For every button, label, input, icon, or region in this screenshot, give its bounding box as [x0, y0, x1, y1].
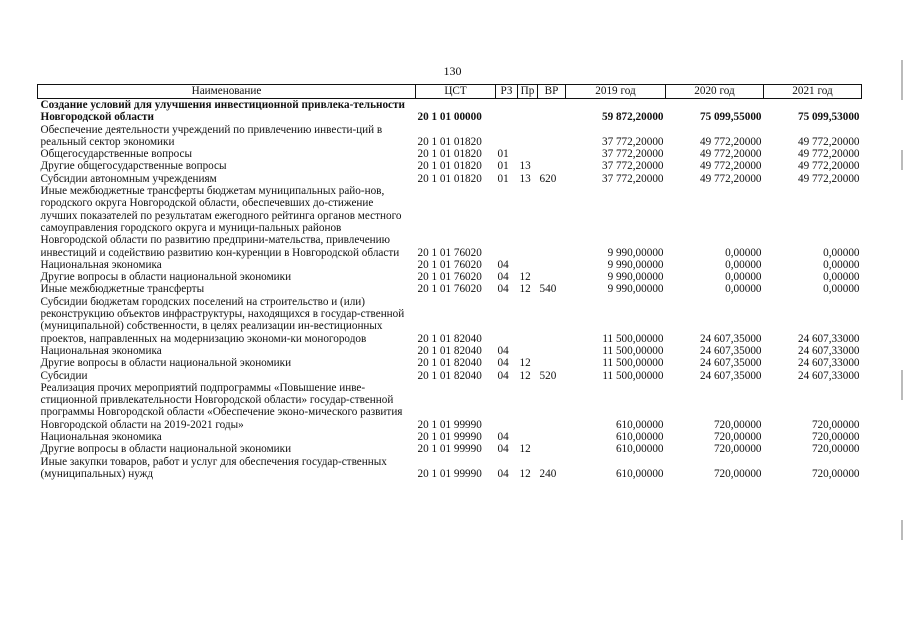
- cell-pr: 12: [519, 271, 531, 284]
- cell-vr: [538, 271, 566, 283]
- cell-name: Обеспечение деятельности учреждений по привлечению инвести-ций в реальный сектор экономики: [40, 123, 383, 148]
- cell-cst: 20 1 01 82040: [417, 369, 482, 382]
- cell-vr: 620: [539, 172, 557, 185]
- cell-y2020: 24 607,35000: [699, 357, 762, 370]
- cell-y2020: 49 772,20000: [699, 135, 762, 148]
- table-row: [38, 296, 862, 345]
- cell-y2021: 24 607,33000: [797, 344, 860, 357]
- cell-pr: 13: [519, 172, 531, 185]
- cell-y2021: 49 772,20000: [797, 148, 860, 161]
- cell-cst: 20 1 01 82040: [417, 357, 482, 370]
- cell-y2020: 49 772,20000: [699, 148, 762, 161]
- cell-pr: [518, 345, 538, 357]
- cell-rz: 04: [497, 357, 509, 370]
- scan-edge-mark: [901, 370, 903, 400]
- cell-rz: 04: [497, 431, 509, 444]
- header-vr: ВР: [538, 85, 566, 99]
- cell-cst: 20 1 01 00000: [417, 111, 482, 124]
- scan-edge-mark: [901, 60, 903, 100]
- cell-pr: [518, 99, 538, 124]
- cell-y2019: 37 772,20000: [601, 135, 664, 148]
- cell-cst: 20 1 01 82040: [417, 332, 482, 345]
- cell-vr: [538, 259, 566, 271]
- cell-name: Другие вопросы в области национальной экономики: [40, 443, 292, 456]
- cell-rz: [496, 124, 518, 149]
- cell-vr: [538, 124, 566, 149]
- cell-pr: 12: [519, 369, 531, 382]
- cell-y2019: 11 500,00000: [602, 357, 664, 370]
- cell-name: Иные межбюджетные трансферты: [40, 283, 205, 296]
- cell-vr: [538, 296, 566, 345]
- cell-cst: 20 1 01 76020: [417, 258, 482, 271]
- cell-cst: 20 1 01 01820: [417, 160, 482, 173]
- cell-pr: 13: [519, 160, 531, 173]
- cell-pr: 12: [519, 357, 531, 370]
- cell-vr: [538, 382, 566, 431]
- cell-name: Реализация прочих мероприятий подпрограммы «Повышение инве-стиционной привлекательности Новгородской области» государ-ственной программы Новгородской области «Обеспечение эконо-мического развития Новгородской области на 2019-2021 годы»: [40, 381, 403, 431]
- cell-pr: [518, 259, 538, 271]
- cell-name: Общегосударственные вопросы: [40, 148, 193, 161]
- table-row: [38, 456, 862, 481]
- cell-name: Субсидии бюджетам городских поселений на строительство и (или) реконструкцию объектов инфраструктуры, находящихся в государ-ственной (муниципальной) собственности, в целях реализации ин-вестиционных проектов, направленных на модернизацию экономи-ки моногородов: [40, 295, 405, 345]
- cell-rz: 01: [497, 172, 509, 185]
- table-row: [38, 345, 862, 357]
- cell-rz: [496, 296, 518, 345]
- header-rz: РЗ: [496, 85, 518, 99]
- cell-rz: 04: [497, 443, 509, 456]
- cell-cst: 20 1 01 82040: [417, 344, 482, 357]
- cell-pr: 12: [519, 443, 531, 456]
- cell-y2019: 9 990,00000: [607, 258, 664, 271]
- cell-rz: 04: [497, 344, 509, 357]
- cell-rz: [496, 382, 518, 431]
- cell-pr: [518, 431, 538, 443]
- cell-y2020: 720,00000: [713, 467, 762, 480]
- cell-rz: 04: [497, 467, 509, 480]
- cell-pr: [518, 185, 538, 259]
- cell-y2019: 9 990,00000: [607, 246, 664, 259]
- cell-cst: 20 1 01 76020: [417, 271, 482, 284]
- header-2020: 2020 год: [666, 85, 764, 99]
- table-row: [38, 99, 862, 124]
- cell-vr: [538, 160, 566, 172]
- cell-rz: [496, 185, 518, 259]
- cell-y2021: 49 772,20000: [797, 172, 860, 185]
- cell-y2019: 9 990,00000: [607, 271, 664, 284]
- cell-cst: 20 1 01 76020: [417, 246, 482, 259]
- cell-rz: 01: [497, 160, 509, 173]
- cell-vr: 520: [539, 369, 557, 382]
- header-2019: 2019 год: [566, 85, 666, 99]
- cell-y2019: 37 772,20000: [601, 172, 664, 185]
- cell-name: Субсидии автономным учреждениям: [40, 172, 217, 185]
- cell-name: Национальная экономика: [40, 258, 162, 271]
- cell-y2020: 0,00000: [725, 258, 762, 271]
- cell-y2020: 0,00000: [725, 246, 762, 259]
- cell-y2020: 720,00000: [713, 431, 762, 444]
- cell-y2021: 49 772,20000: [797, 160, 860, 173]
- cell-y2019: 610,00000: [615, 418, 664, 431]
- cell-y2019: 610,00000: [615, 431, 664, 444]
- cell-y2021: 24 607,33000: [797, 357, 860, 370]
- cell-pr: [518, 382, 538, 431]
- cell-y2020: 0,00000: [725, 283, 762, 296]
- cell-y2021: 720,00000: [811, 431, 860, 444]
- cell-vr: [538, 99, 566, 124]
- cell-name: Иные закупки товаров, работ и услуг для обеспечения государ-ственных (муниципальных) нужд: [40, 455, 387, 480]
- table-row: [38, 259, 862, 271]
- cell-y2021: 0,00000: [823, 246, 860, 259]
- cell-y2020: 75 099,55000: [699, 111, 762, 124]
- table-row: [38, 271, 862, 283]
- cell-y2020: 720,00000: [713, 443, 762, 456]
- table-row: [38, 382, 862, 431]
- cell-rz: 04: [497, 369, 509, 382]
- scan-edge-mark: [901, 150, 903, 170]
- cell-pr: [518, 124, 538, 149]
- table-row: [38, 124, 862, 149]
- table-row: [38, 357, 862, 369]
- cell-name: Иные межбюджетные трансферты бюджетам муниципальных райо-нов, городского округа Новгородской области, обеспечевших до-стижение лучших показателей по результатам ежегодного рейтинга органов местного самоуправления городского округа и муници-пальных районов Новгородской области по развитию предприни-мательства, привлечению инвестиций и содействию развитию кон-куренции в Новгородской области: [40, 185, 402, 259]
- cell-name: Другие вопросы в области национальной экономики: [40, 271, 292, 284]
- cell-cst: 20 1 01 99990: [417, 431, 482, 444]
- cell-rz: [496, 99, 518, 124]
- table-row: [38, 173, 862, 185]
- cell-cst: 20 1 01 01820: [417, 135, 482, 148]
- cell-y2020: 24 607,35000: [699, 344, 762, 357]
- cell-y2019: 610,00000: [615, 443, 664, 456]
- cell-y2021: 0,00000: [823, 271, 860, 284]
- table-row: [38, 431, 862, 443]
- cell-y2020: 49 772,20000: [699, 160, 762, 173]
- cell-name: Другие общегосударственные вопросы: [40, 160, 227, 173]
- cell-vr: 540: [539, 283, 557, 296]
- cell-name: Создание условий для улучшения инвестиционной привлека-тельности Новгородской области: [40, 99, 405, 124]
- cell-y2019: 59 872,20000: [601, 111, 664, 124]
- cell-rz: 04: [497, 283, 509, 296]
- cell-y2020: 0,00000: [725, 271, 762, 284]
- header-cst: ЦСТ: [416, 85, 496, 99]
- header-2021: 2021 год: [764, 85, 862, 99]
- table-row: [38, 160, 862, 172]
- cell-y2021: 0,00000: [823, 283, 860, 296]
- table-header-row: [38, 85, 862, 99]
- cell-y2019: 37 772,20000: [601, 148, 664, 161]
- header-pr: Пр: [518, 85, 538, 99]
- cell-vr: [538, 148, 566, 160]
- cell-pr: 12: [519, 283, 531, 296]
- cell-y2021: 0,00000: [823, 258, 860, 271]
- cell-y2020: 49 772,20000: [699, 172, 762, 185]
- cell-y2021: 24 607,33000: [797, 332, 860, 345]
- cell-y2019: 610,00000: [615, 467, 664, 480]
- cell-cst: 20 1 01 01820: [417, 148, 482, 161]
- cell-cst: 20 1 01 76020: [417, 283, 482, 296]
- budget-table: [37, 84, 862, 480]
- cell-name: Национальная экономика: [40, 344, 162, 357]
- page-number: 130: [443, 64, 462, 78]
- cell-y2019: 9 990,00000: [607, 283, 664, 296]
- cell-y2019: 37 772,20000: [601, 160, 664, 173]
- cell-vr: [538, 185, 566, 259]
- cell-y2021: 24 607,33000: [797, 369, 860, 382]
- cell-vr: [538, 443, 566, 455]
- cell-pr: 12: [519, 467, 531, 480]
- cell-pr: [518, 296, 538, 345]
- cell-rz: 04: [497, 258, 509, 271]
- cell-pr: [518, 148, 538, 160]
- cell-y2021: 49 772,20000: [797, 135, 860, 148]
- cell-y2020: 24 607,35000: [699, 332, 762, 345]
- cell-y2021: 720,00000: [811, 467, 860, 480]
- cell-vr: [538, 357, 566, 369]
- cell-cst: 20 1 01 99990: [417, 443, 482, 456]
- cell-y2020: 24 607,35000: [699, 369, 762, 382]
- cell-cst: 20 1 01 01820: [417, 172, 482, 185]
- cell-name: Другие вопросы в области национальной экономики: [40, 357, 292, 370]
- scan-edge-mark: [901, 520, 903, 540]
- cell-y2021: 720,00000: [811, 418, 860, 431]
- cell-vr: [538, 345, 566, 357]
- table-row: [38, 185, 862, 259]
- cell-y2019: 11 500,00000: [602, 369, 664, 382]
- cell-name: Национальная экономика: [40, 431, 162, 444]
- cell-rz: 01: [497, 148, 509, 161]
- cell-y2019: 11 500,00000: [602, 332, 664, 345]
- cell-cst: 20 1 01 99990: [417, 418, 482, 431]
- table-row: [38, 370, 862, 382]
- cell-cst: 20 1 01 99990: [417, 467, 482, 480]
- cell-y2020: 720,00000: [713, 418, 762, 431]
- table-row: [38, 148, 862, 160]
- cell-y2021: 720,00000: [811, 443, 860, 456]
- table-row: [38, 443, 862, 455]
- cell-vr: [538, 431, 566, 443]
- header-name: Наименование: [38, 85, 416, 99]
- cell-rz: 04: [497, 271, 509, 284]
- cell-vr: 240: [539, 467, 557, 480]
- cell-name: Субсидии: [40, 369, 88, 382]
- cell-y2021: 75 099,53000: [797, 111, 860, 124]
- table-row: [38, 283, 862, 295]
- cell-y2019: 11 500,00000: [602, 344, 664, 357]
